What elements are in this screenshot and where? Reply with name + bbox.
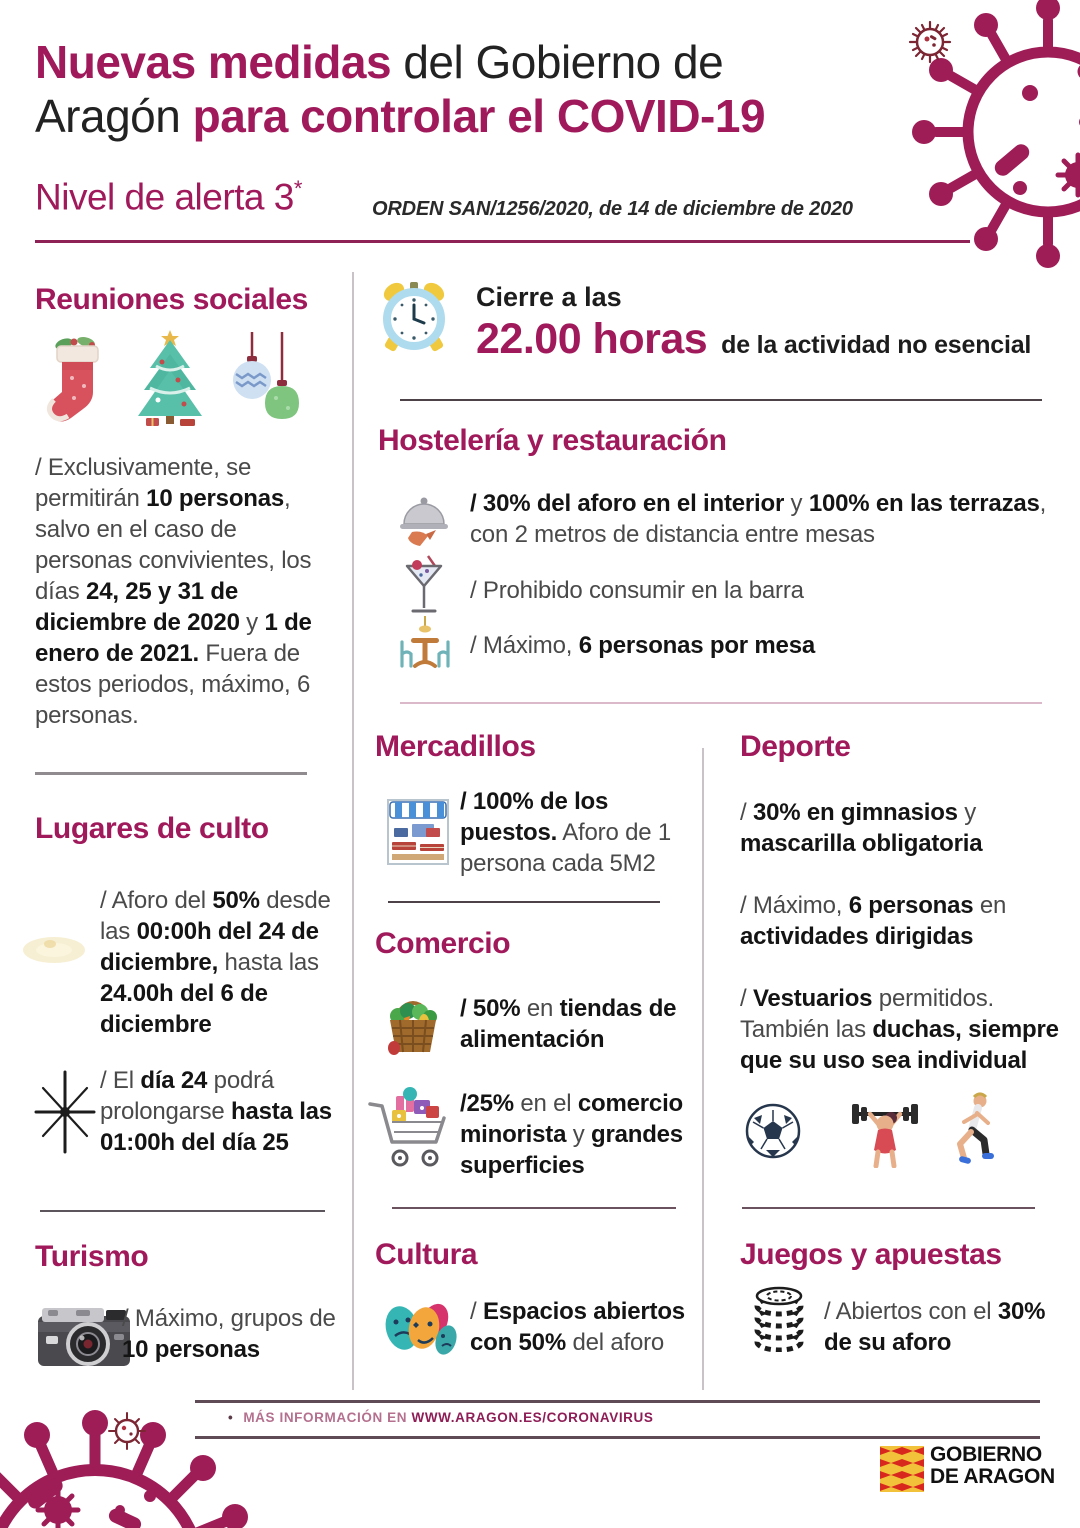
section-title-deporte: Deporte [740, 730, 851, 763]
camera-icon [36, 1300, 132, 1374]
weightlifter-icon [848, 1096, 922, 1168]
lugares-item-1: / Aforo del 50% desde las 00:00h del 24 de diciembre, hasta las 24.00h del 6 de diciembre [100, 887, 331, 1038]
section-title-lugares: Lugares de culto [35, 812, 269, 845]
serving-cloche-icon [398, 490, 450, 550]
star-icon [28, 1068, 102, 1156]
coronavirus-footer-icon [0, 1398, 320, 1528]
gobierno-logo-text [930, 1444, 1055, 1488]
christmas-tree-icon [128, 328, 212, 428]
christmas-stocking-icon [40, 330, 116, 428]
section-title-reuniones: Reuniones sociales [35, 283, 308, 316]
divider [400, 702, 1042, 704]
column-divider-right [702, 748, 704, 1390]
market-stall-icon [386, 798, 450, 866]
divider [35, 772, 307, 775]
small-virus-icon [900, 12, 960, 72]
closing-notice [476, 282, 1031, 364]
cultura-item-1: / Espacios abiertos con 50% del aforo [470, 1298, 685, 1356]
turismo-item-1: / Máximo, grupos de 10 personas [122, 1305, 336, 1363]
divider [392, 1207, 676, 1209]
info-url-link[interactable]: WWW.ARAGON.ES/CORONAVIRUS [411, 1410, 654, 1425]
order-reference: ORDEN SAN/1256/2020, de 14 de diciembre de 2020 [372, 198, 853, 220]
mercadillos-item-1: / 100% de los puestos. Aforo de 1 persona cada 5M2 [460, 788, 671, 877]
section-title-mercadillos: Mercadillos [375, 730, 536, 763]
soccer-ball-icon [744, 1102, 802, 1160]
aragon-flag-icon [880, 1446, 924, 1492]
bullet: • [228, 1410, 234, 1425]
divider [388, 901, 660, 903]
deporte-item-1: / 30% en gimnasios y mascarilla obligatoria [740, 799, 983, 857]
alert-asterisk: * [293, 176, 302, 201]
ornaments-icon [222, 330, 306, 430]
footer-divider-top [195, 1400, 1040, 1403]
runner-icon [940, 1092, 998, 1166]
candle-icon [20, 920, 88, 978]
section-title-comercio: Comercio [375, 927, 511, 960]
gobierno-line2: DE ARAGON [930, 1465, 1055, 1488]
alarm-clock-icon [378, 278, 450, 354]
comercio-item-1: / 50% en tiendas de alimentación [460, 995, 677, 1053]
divider [400, 399, 1042, 401]
gobierno-line1: GOBIERNO [930, 1443, 1042, 1466]
theater-masks-icon [382, 1292, 460, 1364]
header-divider [35, 240, 970, 243]
column-divider-left [352, 272, 354, 1390]
section-title-juegos: Juegos y apuestas [740, 1238, 1002, 1271]
hosteleria-item-2: / Prohibido consumir en la barra [470, 577, 804, 604]
deporte-item-3: / Vestuarios permitidos. También las duchas, siempre que su uso sea individual [740, 985, 1059, 1074]
cocktail-icon [402, 554, 446, 620]
divider [40, 1210, 325, 1212]
lugares-item-2: / El día 24 podrá prolongarse hasta las 01:00h del día 25 [100, 1067, 332, 1156]
closing-prefix: Cierre a las [476, 282, 622, 312]
reuniones-paragraph: / Exclusivamente, se permitirán 10 personas, salvo en el caso de personas convivientes, los días 24, 25 y 31 de diciembre de 2020 y 1 de enero de 2021. Fuera de estos periodos, máximo, 6 personas. [35, 454, 312, 729]
closing-suffix: de la actividad no esencial [721, 331, 1032, 359]
table-chairs-icon [394, 614, 456, 674]
shopping-cart-icon [366, 1086, 454, 1174]
comercio-item-2: /25% en el comercio minorista y grandes superficies [460, 1090, 684, 1179]
poker-chips-icon [752, 1286, 806, 1352]
hosteleria-item-1: / 30% del aforo en el interior y 100% en las terrazas, con 2 metros de distancia entre mesas [470, 490, 1047, 548]
deporte-item-2: / Máximo, 6 personas en actividades dirigidas [740, 892, 1007, 950]
section-title-hosteleria: Hostelería y restauración [378, 424, 727, 457]
hosteleria-item-3: / Máximo, 6 personas por mesa [470, 632, 815, 659]
divider [742, 1207, 1035, 1209]
food-basket-icon [380, 992, 446, 1058]
closing-time: 22.00 horas [476, 315, 708, 363]
info-prefix: MÁS INFORMACIÓN EN [243, 1410, 412, 1425]
section-title-turismo: Turismo [35, 1240, 149, 1273]
alert-level: Nivel de alerta 3* [35, 176, 302, 218]
juegos-item-1: / Abiertos con el 30% de su aforo [824, 1298, 1046, 1356]
page-title: Nuevas medidas del Gobierno de Aragón para controlar el COVID-19 [35, 36, 766, 142]
footer-divider-bottom [195, 1436, 1040, 1439]
section-title-cultura: Cultura [375, 1238, 478, 1271]
